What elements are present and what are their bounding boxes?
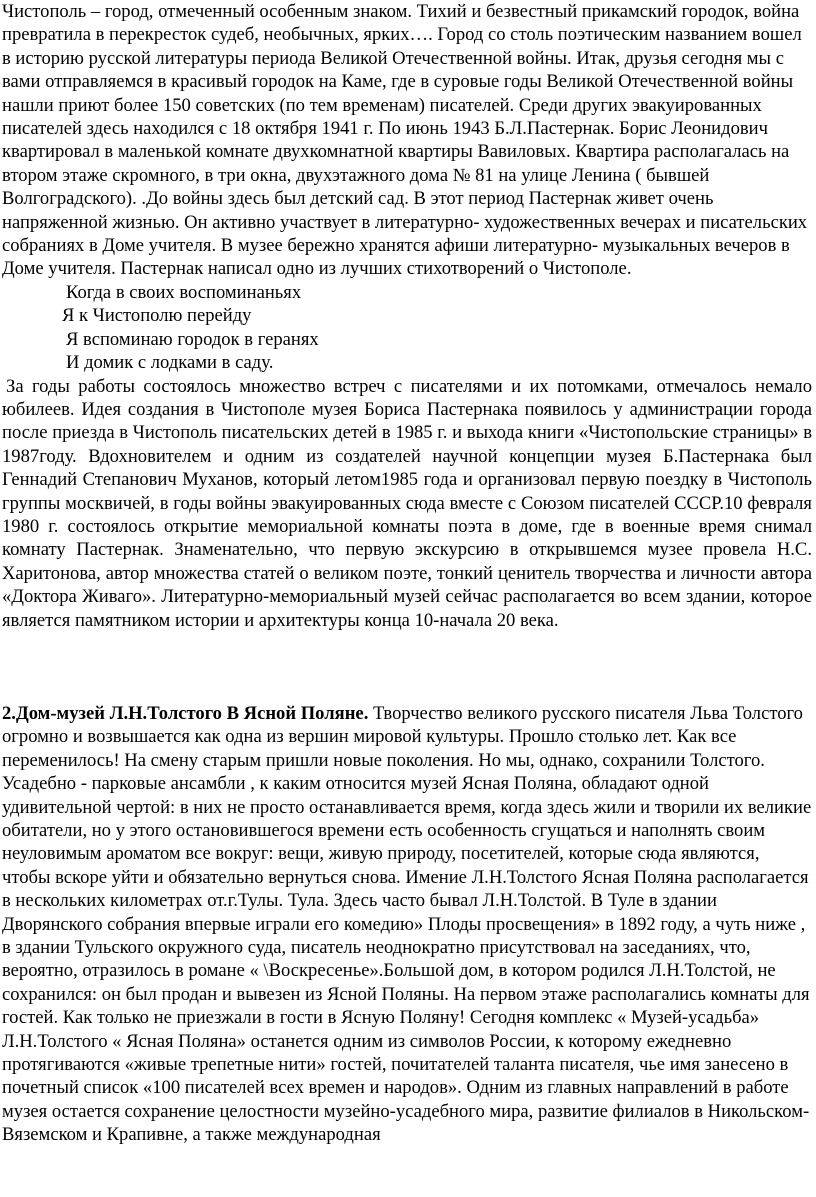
paragraph-museum-history: За годы работы состоялось множество встреч с писателями и их потомками, отмечалось немало юбилеев. Идея создания в Чистополе музея Бориса Пастернака появилось у администрации города после приезда в Чистополь писательских детей в 1985 г. и выхода книги «Чистопольские страницы» в 1987году. Вдохновителем и одним из создателей научной концепции музея Б.Пастернака был Геннадий Степанович Муханов, который летом1985 года и организовал первую поездку в Чистополь группы москвичей, в годы войны эвакуированных сюда вместе с Союзом писателей СССР.10 февраля 1980 г. состоялось открытие мемориальной комнаты поэта в доме, где в военные время снимал комнату Пастернак. Знаменательно, что первую экскурсию в открывшемся музее провела Н.С. Харитонова, автор множества статей о великом поэте, тонкий ценитель творчества и личности автора «Доктора Живаго». Литературно-мемориальный музей сейчас располагается во всем здании, которое является памятником истории и архитектуры конца 10-начала 20 века. — [2, 375, 812, 631]
section-gap — [2, 632, 812, 702]
paragraph-tolstoy-museum — [2, 702, 812, 1147]
poem-chistopol — [2, 281, 812, 375]
section-text-tolstoy: Творчество великого русского писателя Льва Толстого огромно и возвышается как одна из вершин мировой культуры. Прошло столько лет. Как все переменилось! На смену старым пришли новые поколения. Но мы, однако, сохранили Толстого. Усадебно - парковые ансамбли , к каким относится музей Ясная Поляна, обладают одной удивительной чертой: в них не просто останавливается время, когда здесь жили и творили их великие обитатели, но у этого остановившегося времени есть особенность сгущаться и наполнять своим неуловимым ароматом все вокруг: вещи, живую природу, посетителей, которые сюда являются, чтобы вскоре уйти и обязательно вернуться снова. Имение Л.Н.Толстого Ясная Поляна располагается в нескольких километрах от.г.Тулы. Тула. Здесь часто бывал Л.Н.Толстой. В Туле в здании Дворянского собрания впервые играли его комедию» Плоды просвещения» в 1892 году, а чуть ниже , в здании Тульского окружного суда, писатель неоднократно присутствовал на заседаниях, что, вероятно, отразилось в романе « \Воскресенье».Большой дом, в котором родился Л.Н.Толстой, не сохранился: он был продан и вывезен из Ясной Поляны. На первом этаже располагались комнаты для гостей. Как только не приезжали в гости в Ясную Поляну! Сегодня комплекс « Музей-усадьба» Л.Н.Толстого « Ясная Поляна» останется одним из символов России, к которому ежедневно протягиваются «живые трепетные нити» гостей, почитателей таланта писателя, чье имя занесено в почетный список «100 писателей всех времен и народов». Одним из главных направлений в работе музея остается сохранение целостности музейно-усадебного мира, развитие филиалов в Никольском-Вяземском и Крапивне, а также международная — [2, 702, 812, 1146]
poem-line-3: Я вспоминаю городок в геранях — [66, 328, 319, 350]
poem-line-2: Я к Чистополю перейду — [62, 305, 252, 327]
poem-line-1: Когда в своих воспоминаньях — [66, 281, 302, 303]
poem-line-4: И домик с лодками в саду. — [66, 352, 274, 374]
paragraph-chistopol-intro: Чистополь – город, отмеченный особенным знаком. Тихий и безвестный прикамский городок, война превратила в перекресток судеб, необычных, ярких…. Город со столь поэтическим названием вошел в историю русской литературы периода Великой Отечественной войны. Итак, друзья сегодня мы с вами отправляемся в красивый городок на Каме, где в суровые годы Великой Отечественной войны нашли приют более 150 советских (по тем временам) писателей. Среди других эвакуированных писателей здесь находился с 18 октября 1941 г. По июнь 1943 Б.Л.Пастернак. Борис Леонидович квартировал в маленькой комнате двухкомнатной квартиры Вавиловых. Квартира располагалась на втором этаже скромного, в три окна, двухэтажного дома № 81 на улице Ленина ( бывшей Волгоградского). .До войны здесь был детский сад. В этот период Пастернак живет очень напряженной жизнью. Он активно участвует в литературно- художественных вечерах и писательских собраниях в Доме учителя. В музее бережно хранятся афиши литературно- музыкальных вечеров в Доме учителя. Пастернак написал одно из лучших стихотворений о Чистополе. — [2, 1, 808, 280]
section-heading-tolstoy: 2.Дом-музей Л.Н.Толстого В Ясной Поляне. — [2, 702, 369, 724]
